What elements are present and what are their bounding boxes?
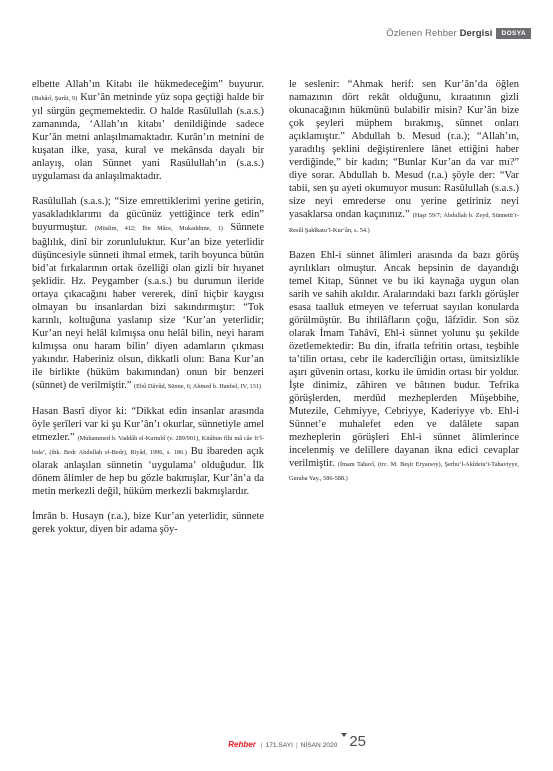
paragraph: [32, 195, 264, 393]
right-column: [289, 78, 519, 485]
page-footer: Rehber | 171.SAYI | NİSAN 2020 25: [228, 733, 366, 750]
issue-date: NİSAN 2020: [300, 742, 338, 749]
text-run: Sünnete bağlılık, dinî bir zorunluluktur. Kur’an bize yeterlidir düşüncesiyle sünneti ihmal etmek, tarih boyunca bütün bid’at fırkalarının ortak özelliği olan gizli bir hıyanet şeklidir. Hz. Peygamber (s.a.s.) bu durumun ileride ortaya çıkacağını haber vererek, dinî hiçbir kaygısı olmayan bu insanlardan bizi sakındırmıştır: “Tok karınlı, koltuğuna yaslanıp size ‘Kur’an yeterlidir; Kur’an neyi helâl kılmışsa onu helâl bilin, neyi haram kılmışsa onu haram bilin’ diyen adamların çıkması yakındır. Haberiniz olsun, dikkatli olun: Bana Kur’an ile birlikte (hüküm bakımından) onun bir benzeri (sünnet) de verilmiştir.”: [32, 222, 264, 392]
text-run: Bazen Ehl-i sünnet âlimleri arasında da bazı görüş ayrılıkları olmuştur. Ancak hepsinin de dayandığı temel Kitap, Sünnet ve bu iki kaynağa uygun olan sarih ve sahih akıldır. Aralarındaki bazı farklı görüşler esasa taalluk etmeyen ve teferruat sayılan konularda görülmüştür. Bu ihtilâfların çoğu, lâfzîdir. Son söz olarak İmam Tahâvî, Ehl-i sünnet yolunu şu şekilde özetlemektedir: Bu din, ifratla tefritin ortası, teşbihle ta’tilin ortası, cebr ile kadercîliğin ortası, ümitsizlikle aşırı güvenin ortası, korku ile ümidin ortası bir yoldur. İşte dinimiz, zâhiren ve bâtınen budur. Tefrika görüşlerden, merdûd mezheplerden Müşebbihe, Mutezile, Cehmiyye, Cebriyye, Kaderiyye vb. Ehl-i Sünnet’e muhalefet eden ve dalâlete sapan mezheplerin görüşleri Ehl-i sünnet âlimlerince incelenmiş ve delillere dayanan ikna edici cevaplar verilmiştir.: [289, 249, 519, 470]
page-number: 25: [349, 733, 366, 750]
issue-number: 171.SAYI: [265, 742, 293, 749]
citation: (Muhammed b. Vaddâh el-Kurtubî (v. 289/901), Kitâbun fîhi mâ câe fi’l-bida’, (thk. Bedr Abdullah el-Bedr), Riyâd, 1996, s. 186.): [32, 435, 264, 457]
paragraph: [289, 249, 519, 486]
text-run: Bu ibareden açık olarak anlaşılan sünnetin ‘uygulama’ olduğudur. İlk dönem âlimler de hep bu gözle bakmışlar, Kur’ân’a da metin merkezli değil, hüküm merkezli bakmışlardır.: [32, 446, 264, 498]
magazine-logo: Rehber: [228, 740, 256, 749]
citation: (Müslim, 412; İbn Mâce, Mukaddime, 1): [94, 225, 223, 233]
paragraph: [32, 405, 264, 498]
text-run: İmrân b. Husayn (r.a.), bize Kur’an yeterlidir, sünnete gerek yoktur, diyen bir adama şöy-: [32, 511, 264, 536]
text-run: Rasûlullah (s.a.s.); “Size emrettiklerimi yerine getirin, yasakladıklarımı da gücünüz yettiğince terk edin” buyurmuştur.: [32, 196, 264, 234]
citation: (İmam Tahavî, (trc. M. Beşir Eryarsoy), Şerhu’l-Akîdetu’t-Tahaviyye, Guraba Yay., 586-588.): [289, 461, 520, 483]
triangle-marker-icon: [341, 733, 347, 737]
paragraph: [289, 78, 519, 237]
text-run: le seslenir: “Ahmak herif: sen Kur’ân’da öğlen namazının dört rekât olduğunu, kıraatının gizli okunacağının hükmünü bulabilir misin? Kur’ân bize çok şeyleri müphem bırakmış, sünnet onları açıklamıştır.” Abdullah b. Mesud (r.a.); “Allah’ın, yaradılış şeklini değiştirenlere lânet ettiğini haber verdiğinde,” bir kadın; “Bunlar Kur’an da var mı?” diye sorar. Abdullah b. Mesud (r.a.) şöyle der: “Var tabii, sen şu ayeti okumuyor musun: Rasûlullah (s.a.s.) size neyi emrederse onu yerine getiriniz neyi yasaklarsa ondan kaçınınız.”: [289, 79, 519, 221]
left-column: [32, 78, 264, 537]
paragraph: [32, 510, 264, 536]
section-badge: DOSYA: [496, 28, 531, 39]
citation: (Buhârî, Şurût, 9): [32, 95, 78, 103]
magazine-name: Özlenen Rehber Dergisi: [386, 27, 493, 39]
text-run: elbette Allah’ın Kitabı ile hükmedeceğim” buyurur.: [32, 79, 264, 90]
paragraph: [32, 78, 264, 183]
text-run: Hasan Basrî diyor ki: “Dikkat edin insanlar arasında öyle şerîleri var ki şu Kur’ân’ı okurlar, sünnetiyle amel etmezler.”: [32, 406, 264, 444]
citation: (Haşr 59/7; Abdullah b. Zeyd, Sünnetü’r-Resûl Şakîkatu’l-Kur’ân, s. 54.): [289, 212, 519, 234]
running-header: [280, 25, 531, 41]
citation: (Ebû Dâvûd, Sünne, 6; Ahmed b. Hanbel, IV, 131): [134, 383, 262, 391]
text-run: Kur’ân metninde yüz sopa geçtiği halde bir yıl sürgün geçmemektedir. O halde Rasûlullah (s.a.s.) zamanında, ‘Allah’ın kitabı’ denildiğinde sadece Kur’ân metni anlaşılmamaktadır. Kurân’ın metnini de kuşatan ilke, yasa, kural ve mekânsda dayalı bir anlayış, olan Sünnet yani Rasûlullah’ın (s.a.s.) uygulaması da anlaşılmaktadır.: [32, 92, 264, 183]
